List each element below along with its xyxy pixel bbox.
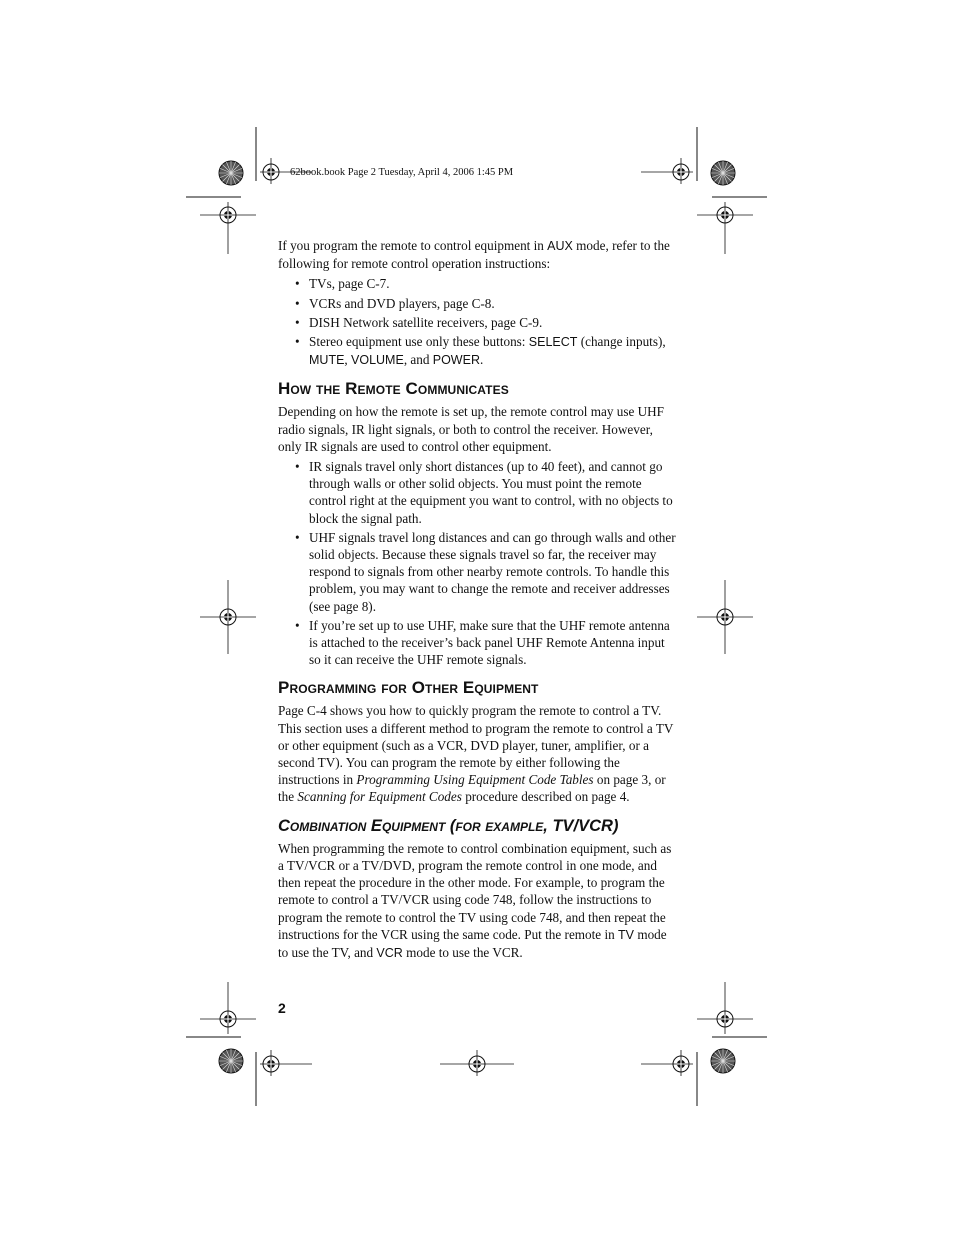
list-item: • TVs, page C-7. (278, 275, 678, 292)
list-item: • VCRs and DVD players, page C-8. (278, 295, 678, 312)
page-content (278, 237, 678, 962)
list-item: • UHF signals travel long distances and can go through walls and other solid objects. Because these signals travel so far, the receiver may respond to signals from other nearby remote controls. To handle this problem, you may want to change the remote and receiver addresses (see page 8). (278, 529, 678, 615)
subsection-heading-combination-equipment: Combination Equipment (for example, TV/VCR) (278, 816, 619, 835)
power-button-label: POWER (432, 353, 480, 368)
vcr-button-label: VCR (376, 945, 403, 960)
intro-list (278, 275, 678, 369)
section-paragraph: Page C-4 shows you how to quickly program the remote to control a TV. This section uses a different method to program the remote to control a TV or other equipment (such as a VCR, DVD player, tuner, amplifier, or a second TV). You can program the remote by either following the instructions in Programming Using Equipment Code Tables on page 3, or the Scanning for Equipment Codes procedure described on page 4. (278, 703, 674, 805)
list-item: • If you’re set up to use UHF, make sure that the UHF remote antenna is attached to the receiver’s back panel UHF Remote Antenna input so it can receive the UHF remote signals. (278, 617, 678, 669)
volume-button-label: VOLUME (351, 353, 404, 368)
section-heading-remote-communicates: How the Remote Communicates (278, 379, 509, 399)
intro-paragraph: If you program the remote to control equipment in AUX mode, refer to the following for remote control operation instructions: (278, 238, 670, 272)
select-button-label: SELECT (528, 335, 578, 350)
print-slug: 62book.book Page 2 Tuesday, April 4, 2006 1:45 PM (290, 167, 514, 178)
aux-button-label: AUX (547, 239, 573, 253)
page-number: 2 (278, 1000, 286, 1016)
list-item: • Stereo equipment use only these buttons: SELECT (change inputs), MUTE, VOLUME, and POWER. (278, 333, 678, 369)
section-paragraph: When programming the remote to control combination equipment, such as a TV/VCR or a TV/DVD, program the remote control in one mode, and then repeat the procedure in the other mode. For example, to program the remote to control a TV/VCR using code 748, follow the instructions to program the remote to control the TV using code 748, and then repeat the instructions for the VCR using the same code. Put the remote in TV mode to use the TV, and VCR mode to use the VCR. (278, 840, 672, 960)
cross-reference: Scanning for Equipment Codes (297, 789, 462, 805)
section-paragraph: Depending on how the remote is set up, the remote control may use UHF radio signals, IR light signals, or both to control the receiver. However, only IR signals are used to control other equipment. (278, 404, 665, 454)
list-item: • DISH Network satellite receivers, page C-9. (278, 314, 678, 331)
list-item: • IR signals travel only short distances (up to 40 feet), and cannot go through walls or other solid objects. You must point the remote control right at the equipment you want to control, with no objects to block the signal path. (278, 458, 678, 527)
signal-list (278, 458, 678, 668)
cross-reference: Programming Using Equipment Code Tables (356, 772, 594, 788)
mute-button-label: MUTE (309, 353, 345, 368)
tv-button-label: TV (618, 927, 635, 942)
section-heading-programming-other-equipment: Programming for Other Equipment (278, 678, 539, 698)
